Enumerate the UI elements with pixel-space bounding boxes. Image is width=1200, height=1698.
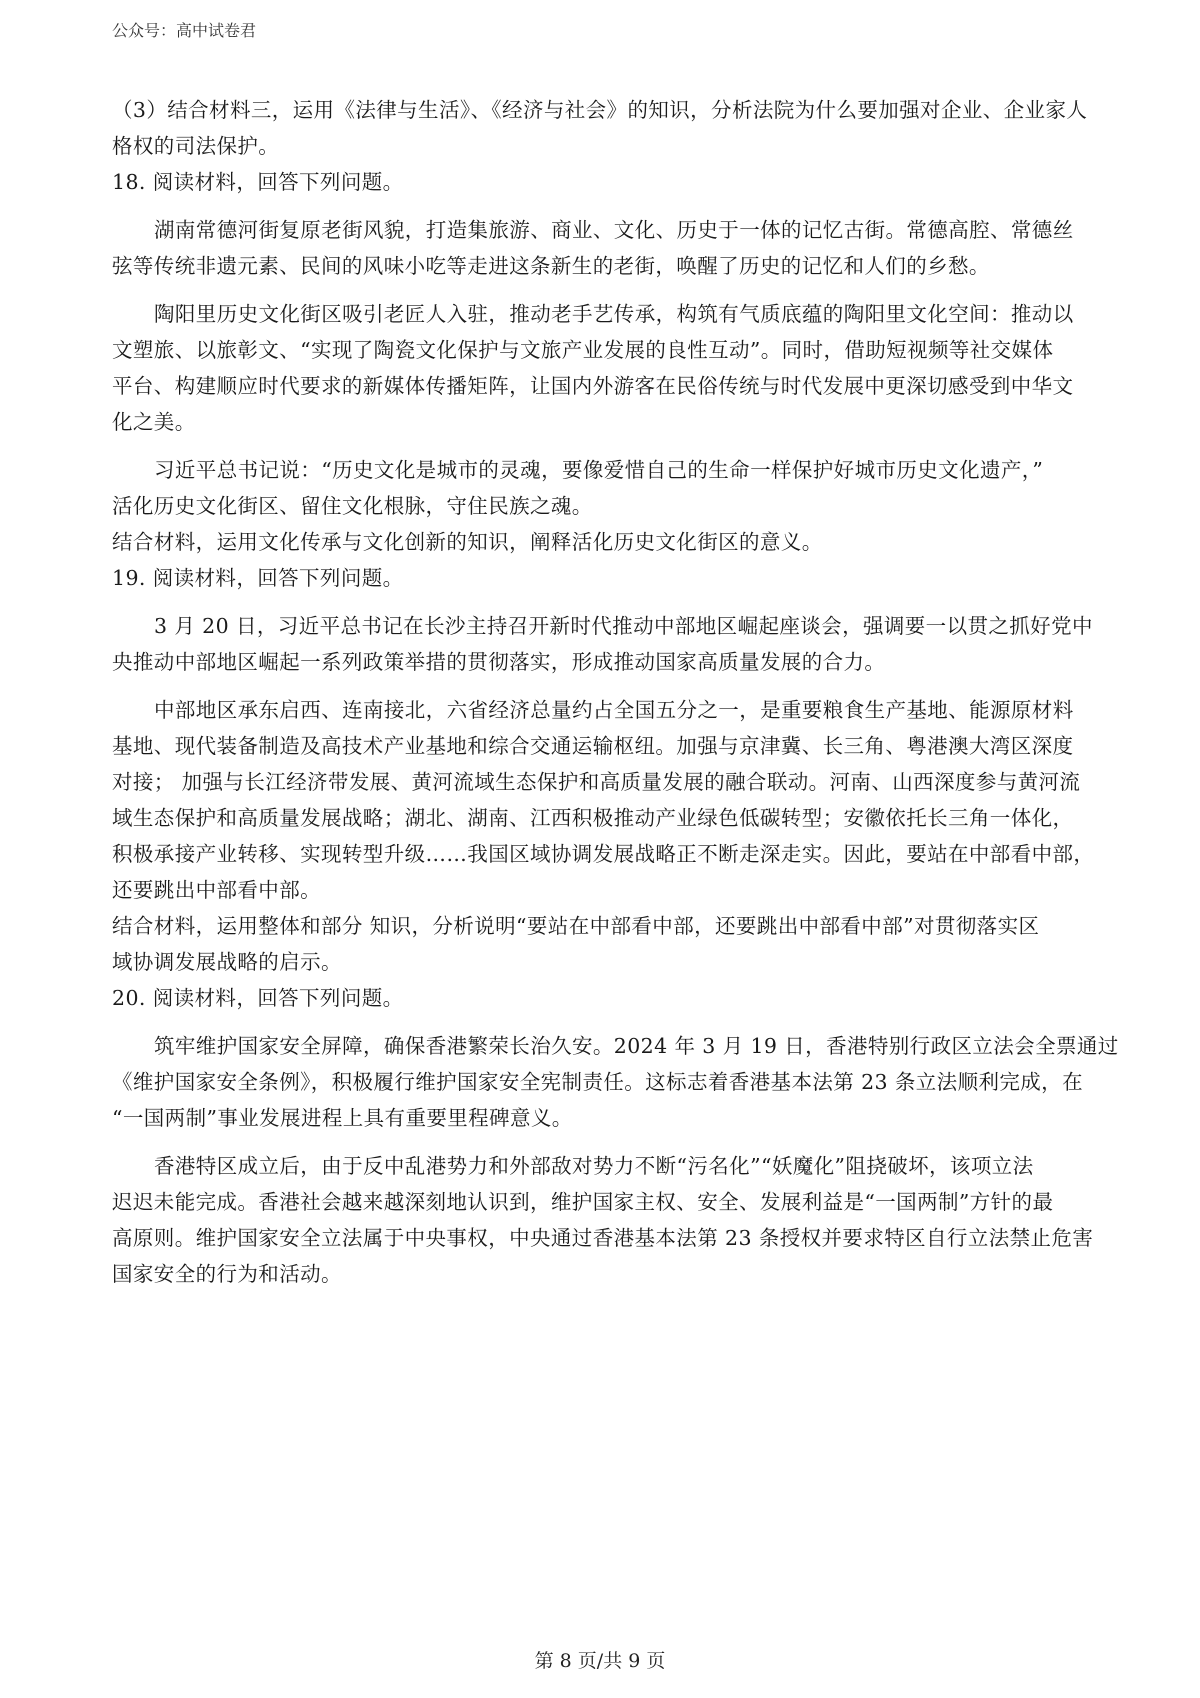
q20-material-1-line: 《维护国家安全条例》，积极履行维护国家安全宪制责任。这标志着香港基本法第 23 条立法顺利完成，在: [112, 1070, 1083, 1094]
q18-material-1: [112, 212, 1100, 284]
q19-material-2-line: 域生态保护和高质量发展战略；湖北、湖南、江西积极推动产业绿色低碳转型；安徽依托长三角一体化，: [112, 806, 1074, 830]
q20-material-1-line: “一国两制”事业发展进程上具有重要里程碑意义。: [112, 1106, 573, 1130]
page-content: [112, 92, 1119, 1292]
q19-material-2: [112, 692, 1100, 908]
q19-question: [112, 908, 1100, 980]
q18-question: 结合材料，运用文化传承与文化创新的知识，阐释活化历史文化街区的意义。: [112, 530, 823, 554]
q19-material-2-line: 对接； 加强与长江经济带发展、黄河流域生态保护和高质量发展的融合联动。河南、山西深度参与黄河流: [112, 770, 1081, 794]
q18-material-3-line: 活化历史文化街区、留住文化根脉，守住民族之魂。: [112, 494, 593, 518]
q19-material-2-line: 积极承接产业转移、实现转型升级……我国区域协调发展战略正不断走深走实。因此，要站在中部看中部，: [112, 842, 1095, 866]
q20-material-1-line: 筑牢维护国家安全屏障，确保香港繁荣长治久安。2024 年 3 月 19 日，香港特别行政区立法会全票通过: [154, 1034, 1119, 1058]
q19-question-line: 结合材料，运用整体和部分 知识，分析说明“要站在中部看中部，还要跳出中部看中部”对贯彻落实区: [112, 914, 1040, 938]
q20-material-2-line: 迟迟未能完成。香港社会越来越深刻地认识到，维护国家主权、安全、发展利益是“一国两制”方针的最: [112, 1190, 1054, 1214]
q17-part3-line: 格权的司法保护。: [112, 134, 280, 158]
q18-material-2: [112, 296, 1100, 440]
q18-material-3-line: 习近平总书记说：“历史文化是城市的灵魂，要像爱惜自己的生命一样保护好城市历史文化遗产，”: [154, 458, 1044, 482]
header-note: 公众号：高中试卷君: [112, 21, 257, 40]
page-number: 第 8 页/共 9 页: [534, 1650, 666, 1672]
q19-question-line: 域协调发展战略的启示。: [112, 950, 342, 974]
q19-material-1-line: 3 月 20 日，习近平总书记在长沙主持召开新时代推动中部地区崛起座谈会，强调要一以贯之抓好党中: [154, 614, 1093, 638]
q18-material-3: [112, 452, 1100, 524]
q19-material-2-line: 中部地区承东启西、连南接北，六省经济总量约占全国五分之一，是重要粮食生产基地、能源原材料: [154, 698, 1074, 722]
q19-material-1: [112, 608, 1100, 680]
q20-material-1: [112, 1028, 1119, 1136]
q19-title: 19. 阅读材料，回答下列问题。: [112, 566, 404, 590]
q18-material-1-line: 弦等传统非遗元素、民间的风味小吃等走进这条新生的老街，唤醒了历史的记忆和人们的乡愁。: [112, 254, 990, 278]
q18-material-2-line: 文塑旅、以旅彰文、“实现了陶瓷文化保护与文旅产业发展的良性互动”。同时，借助短视频等社交媒体: [112, 338, 1054, 362]
q17-part3-line: （3）结合材料三，运用《法律与生活》、《经济与社会》的知识，分析法院为什么要加强对企业、企业家人: [112, 98, 1088, 122]
q19-material-1-line: 央推动中部地区崛起一系列政策举措的贯彻落实，形成推动国家高质量发展的合力。: [112, 650, 886, 674]
q18-material-2-line: 陶阳里历史文化街区吸引老匠人入驻，推动老手艺传承，构筑有气质底蕴的陶阳里文化空间：推动以: [154, 302, 1074, 326]
q18-material-2-line: 化之美。: [112, 410, 196, 434]
q18-material-1-line: 湖南常德河街复原老街风貌，打造集旅游、商业、文化、历史于一体的记忆古街。常德高腔、常德丝: [154, 218, 1074, 242]
q20-material-2-line: 国家安全的行为和活动。: [112, 1262, 342, 1286]
q20-title: 20. 阅读材料，回答下列问题。: [112, 986, 404, 1010]
q18-material-2-line: 平台、构建顺应时代要求的新媒体传播矩阵，让国内外游客在民俗传统与时代发展中更深切感受到中华文: [112, 374, 1074, 398]
q17-part3: [112, 92, 1100, 164]
q19-material-2-line: 基地、现代装备制造及高技术产业基地和综合交通运输枢纽。加强与京津冀、长三角、粤港澳大湾区深度: [112, 734, 1074, 758]
q18-title: 18. 阅读材料，回答下列问题。: [112, 170, 404, 194]
q20-material-2: [112, 1148, 1100, 1292]
q20-material-2-line: 香港特区成立后，由于反中乱港势力和外部敌对势力不断“污名化”“妖魔化”阻挠破坏，该项立法: [154, 1154, 1034, 1178]
q19-material-2-line: 还要跳出中部看中部。: [112, 878, 321, 902]
q20-material-2-line: 高原则。维护国家安全立法属于中央事权，中央通过香港基本法第 23 条授权并要求特区自行立法禁止危害: [112, 1226, 1094, 1250]
